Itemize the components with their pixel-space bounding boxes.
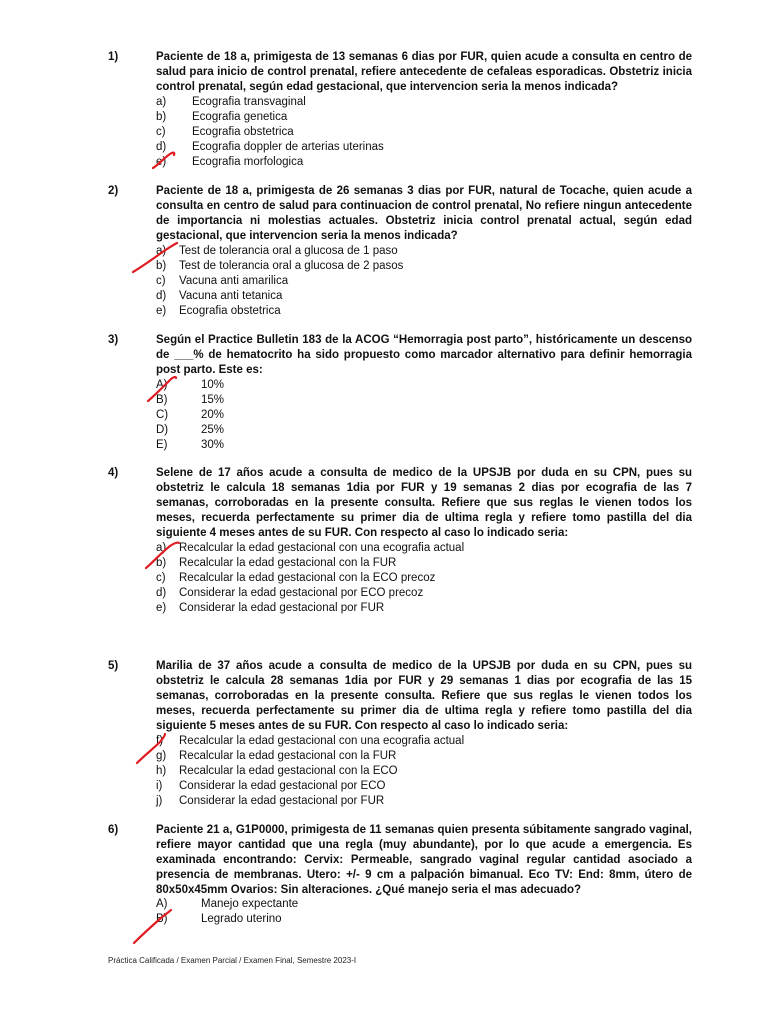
page-footer: Práctica Calificada / Examen Parcial / Examen Final, Semestre 2023-I: [108, 956, 357, 965]
question-number: 1): [108, 51, 119, 63]
question-number: 5): [108, 660, 119, 672]
question-number: 4): [108, 467, 119, 479]
question-stem: Selene de 17 años acude a consulta de medico de la UPSJB por duda en su CPN, pues su obstetriz le calcula 18 semanas 1dia por FUR y 19 semanas 2 dias por ecografia de las 7 semanas, corroboradas en la presente consulta. Refiere que sus reglas le vienen todos los meses, recuerda perfectamente su primer dia de ultima regla y refiere tomo pastilla del dia siguiente 4 meses antes de su FUR. Con respecto al caso lo indicado seria:: [156, 467, 692, 539]
question-number: 6): [108, 824, 119, 836]
question-stem: Paciente de 18 a, primigesta de 26 semanas 3 dias por FUR, natural de Tocache, quien acude a consulta en centro de salud para continuacion de control prenatal, No refiere ningun antecedente de importancia ni molestias actuales. Obstetriz inicia control prenatal actual, según edad gestacional, que intervencion seria la menos indicada?: [156, 185, 692, 242]
question-stem: Marilia de 37 años acude a consulta de medico de la UPSJB por duda en su CPN, pues su obstetriz le calcula 28 semanas 1dia por FUR y 29 semanas 1 dias por ecografia de las 15 semanas, corroboradas en la presente consulta. Refiere que sus reglas le vienen todos los meses, recuerda perfectamente su primer dia de ultima regla y refiere tomo pastilla del dia siguiente 5 meses antes de su FUR. Con respecto al caso lo indicado seria:: [156, 660, 692, 732]
question-stem: Paciente de 18 a, primigesta de 13 semanas 6 dias por FUR, quien acude a consulta en centro de salud para inicio de control prenatal, refiere antecedente de cefaleas esporadicas. Obstetriz inicia control prenatal, según edad gestacional, que intervencion seria la menos indicada?: [156, 51, 692, 93]
question-number: 2): [108, 185, 119, 197]
question-stem: Paciente 21 a, G1P0000, primigesta de 11 semanas quien presenta súbitamente sangrado vaginal, refiere mayor cantidad que una regla (muy abundante), por lo que acude a emergencia. Es examinada encontrando: Cervix: Permeable, sangrado vaginal regular cantidad asociado a presencia de membranas. Utero: +/- 9 cm a palpación bimanual. Eco TV: End: 8mm, útero de 80x50x45mm Ovarios: Sin alteraciones. ¿Qué manejo seria el mas adecuado?: [156, 824, 692, 896]
question-stem: Según el Practice Bulletin 183 de la ACOG “Hemorragia post parto”, históricamente un descenso de ___% de hematocrito ha sido propuesto como marcador alternativo para definir hemorragia post parto. Este es:: [156, 334, 692, 376]
question-number: 3): [108, 334, 119, 346]
check-mark-q2: [133, 243, 177, 272]
exam-page: 1) Paciente de 18 a, primigesta de 13 semanas 6 dias por FUR, quien acude a consulta en centro de salud para inicio de control prenatal, refiere antecedente de cefaleas esporadicas. Obstetriz inicia control prenatal, según edad gestacional, que intervencion seria la menos indicada? a) Ecografia transvaginal b) Ecografia genetica c) Ecografia obstetrica d) Ecografia doppler de arterias uterinas e) Ecografia morfologica 2) Paciente de 18 a, primigesta de 26 semanas 3 dias por FUR, natural de Tocache, quien acude a consulta en centro de salud para continuacion de control prenatal, No refiere ningun antecedente de importancia ni molestias actuales. Obstetriz inicia control prenatal actual, según edad gestacional, que intervencion seria la menos indicada? a) Test de tolerancia oral a glucosa de 1 paso b) Test de tolerancia oral a glucosa de 2 pasos c) Vacuna anti amarilica d) Vacuna anti tetanica e) Ecografia obstetrica 3) Según el Practice Bulletin 183 de la ACOG “Hemorragia post parto”, históricamente un descenso de ___% de hematocrito ha sido propuesto como marcador alternativo para definir hemorragia post parto. Este es: A) 10% B) 15% C) 20% D) 25% E) 30% 4) Selene de 17 años acude a consulta de medico de la UPSJB por duda en su CPN, pues su obstetriz le calcula 18 semanas 1dia por FUR y 19 semanas 2 dias por ecografia de las 7 semanas, corroboradas en la presente consulta. Refiere que sus reglas le vienen todos los meses, recuerda perfectamente su primer dia de ultima regla y refiere tomo pastilla del dia siguiente 4 meses antes de su FUR. Con respecto al caso lo indicado seria: a) Recalcular la edad gestacional con una ecografia actual b) Recalcular la edad gestacional con la FUR c) Recalcular la edad gestacional con la ECO precoz d) Considerar la edad gestacional por ECO precoz e) Considerar la edad gestacional por FUR 5) Marilia de 37 años acude a consulta de medico de la UPSJB por duda en su CPN, pues su obstetriz le calcula 28 semanas 1dia por FUR y 29 semanas 1 dias por ecografia de las 15 semanas, corroboradas en la presente consulta. Refiere que sus reglas le vienen todos los meses, recuerda perfectamente su primer dia de ultima regla y refiere tomo pastilla del dia siguiente 5 meses antes de su FUR. Con respecto al caso lo indicado seria: f) Recalcular la edad gestacional con una ecografia actual g) Recalcular la edad gestacional con la FUR h) Recalcular la edad gestacional con la ECO i) Considerar la edad gestacional por ECO j) Considerar la edad gestacional por FUR 6) Paciente 21 a, G1P0000, primigesta de 11 semanas quien presenta súbitamente sangrado vaginal, refiere mayor cantidad que una regla (muy abundante), por lo que acude a emergencia. Es examinada encontrando: Cervix: Permeable, sangrado vaginal regular cantidad asociado a presencia de membranas. Utero: +/- 9 cm a palpación bimanual. Eco TV: End: 8mm, útero de 80x50x45mm Ovarios: Sin alteraciones. ¿Qué manejo seria el mas adecuado? A) Manejo expectante B) Legrado uterino Práctica Calificada / Examen Parcial / Examen Final, Semestre 2023-I: [0, 0, 768, 1024]
